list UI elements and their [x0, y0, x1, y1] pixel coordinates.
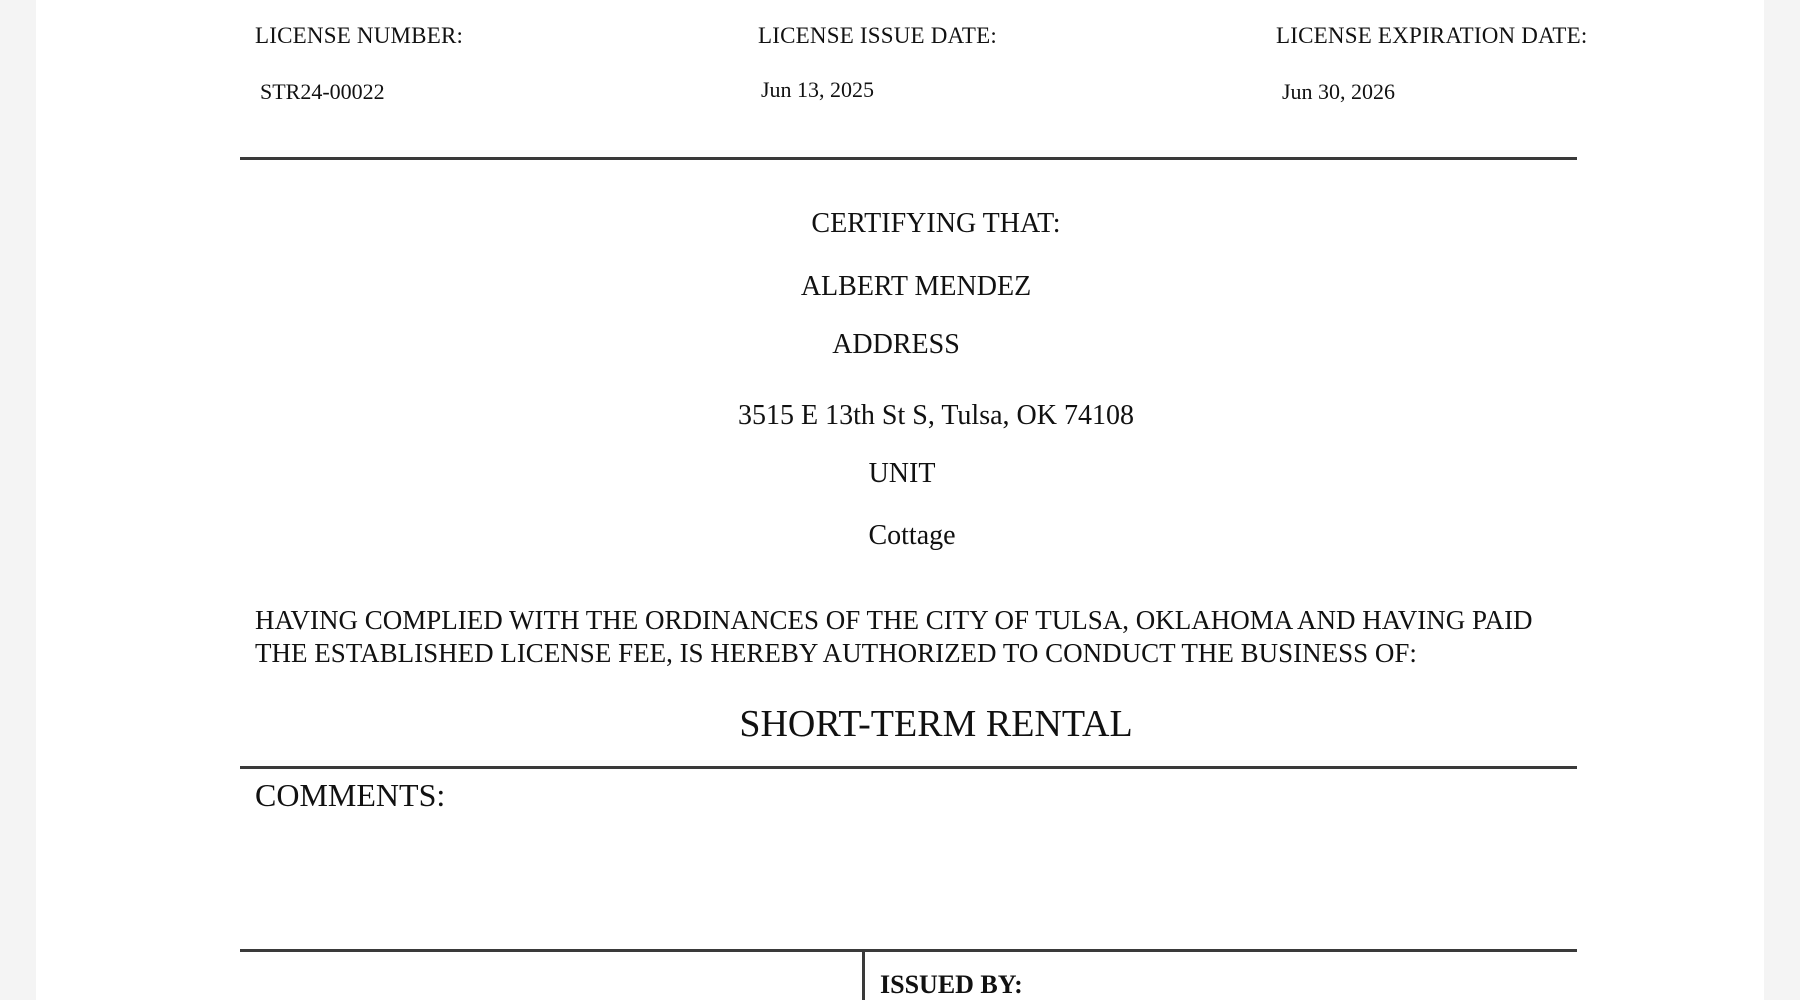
certifying-label: CERTIFYING THAT: — [811, 208, 1061, 239]
license-document — [36, 0, 1764, 1000]
address-label: ADDRESS — [832, 329, 960, 360]
comments-label: COMMENTS: — [255, 777, 446, 813]
footer-column-divider — [862, 950, 865, 1000]
unit-label: UNIT — [868, 458, 936, 489]
issued-by-label: ISSUED BY: — [880, 970, 1023, 999]
business-divider — [240, 766, 1577, 769]
unit-value: Cottage — [868, 520, 956, 551]
license-number-value: STR24-00022 — [260, 79, 385, 104]
authorization-statement: HAVING COMPLIED WITH THE ORDINANCES OF THE CITY OF TULSA, OKLAHOMA AND HAVING PAID THE ESTABLISHED LICENSE FEE, IS HEREBY AUTHORIZED TO CONDUCT THE BUSINESS OF: — [255, 605, 1533, 668]
license-expiration-date-label: LICENSE EXPIRATION DATE: — [1276, 23, 1588, 48]
license-issue-date-label: LICENSE ISSUE DATE: — [758, 23, 997, 48]
comments-divider — [240, 949, 1577, 952]
license-number-label: LICENSE NUMBER: — [255, 23, 464, 48]
address-value: 3515 E 13th St S, Tulsa, OK 74108 — [738, 400, 1134, 431]
header-divider — [240, 157, 1577, 160]
license-issue-date-value: Jun 13, 2025 — [761, 77, 875, 102]
licensee-name: ALBERT MENDEZ — [800, 271, 1032, 302]
license-expiration-date-value: Jun 30, 2026 — [1282, 79, 1396, 104]
business-type: SHORT-TERM RENTAL — [739, 703, 1133, 745]
